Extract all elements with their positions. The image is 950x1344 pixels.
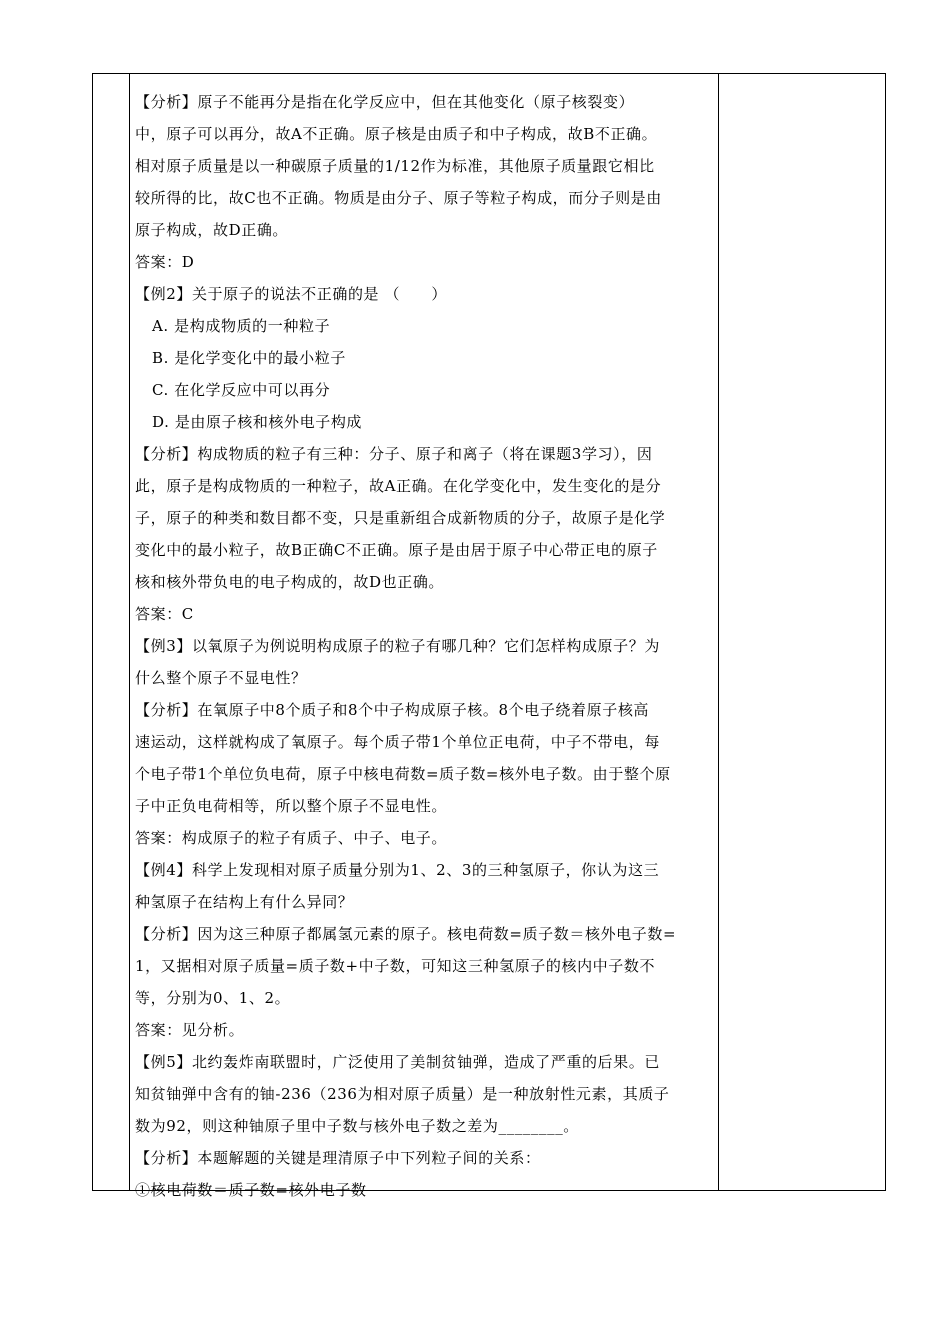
example-question: 【例3】以氧原子为例说明构成原子的粒子有哪几种？它们怎样构成原子？为 — [135, 637, 660, 655]
option-c: C. 在化学反应中可以再分 — [152, 381, 331, 399]
text-line: 等，分别为0、1、2。 — [135, 989, 291, 1007]
text-line: 子中正负电荷相等，所以整个原子不显电性。 — [135, 797, 448, 815]
content-cell — [135, 86, 713, 1206]
text-line: 核和核外带负电的电子构成的，故D也正确。 — [135, 573, 445, 591]
table-column-divider — [718, 73, 719, 1191]
example-question: 【例5】北约轰炸南联盟时，广泛使用了美制贫铀弹，造成了严重的后果。已 — [135, 1053, 660, 1071]
option-d: D. 是由原子核和核外电子构成 — [152, 413, 363, 431]
text-line: 什么整个原子不显电性？ — [135, 669, 307, 687]
answer-line: 答案：见分析。 — [135, 1021, 245, 1039]
text-line: 此，原子是构成物质的一种粒子，故A正确。在化学变化中，发生变化的是分 — [135, 477, 662, 495]
option-a: A. 是构成物质的一种粒子 — [152, 317, 331, 335]
table-column-divider — [129, 73, 130, 1191]
option-b: B. 是化学变化中的最小粒子 — [152, 349, 346, 367]
text-line: 【分析】原子不能再分是指在化学反应中，但在其他变化（原子核裂变） — [135, 93, 635, 111]
text-line: 速运动，这样就构成了氧原子。每个质子带1个单位正电荷，中子不带电，每 — [135, 733, 660, 751]
table-left-border — [92, 73, 93, 1191]
text-line: ①核电荷数＝质子数=核外电子数 — [135, 1181, 367, 1199]
text-line: 知贫铀弹中含有的铀-236（236为相对原子质量）是一种放射性元素，其质子 — [135, 1085, 670, 1103]
answer-line: 答案：D — [135, 253, 195, 271]
text-line: 相对原子质量是以一种碳原子质量的1/12作为标准，其他原子质量跟它相比 — [135, 157, 655, 175]
text-line: 较所得的比，故C也不正确。物质是由分子、原子等粒子构成，而分子则是由 — [135, 189, 662, 207]
text-line: 【分析】因为这三种原子都属氢元素的原子。核电荷数=质子数＝核外电子数= — [135, 925, 677, 943]
text-line: 子，原子的种类和数目都不变，只是重新组合成新物质的分子，故原子是化学 — [135, 509, 666, 527]
text-line: 原子构成，故D正确。 — [135, 221, 289, 239]
answer-line: 答案：C — [135, 605, 194, 623]
text-line: 变化中的最小粒子，故B正确C不正确。原子是由居于原子中心带正电的原子 — [135, 541, 658, 559]
text-line: 数为92，则这种铀原子里中子数与核外电子数之差为________。 — [135, 1117, 579, 1135]
text-line: 【分析】构成物质的粒子有三种：分子、原子和离子（将在课题3学习），因 — [135, 445, 653, 463]
answer-line: 答案：构成原子的粒子有质子、中子、电子。 — [135, 829, 448, 847]
text-line: 1，又据相对原子质量=质子数+中子数，可知这三种氢原子的核内中子数不 — [135, 957, 656, 975]
table-top-border — [92, 73, 886, 74]
text-line: 个电子带1个单位负电荷，原子中核电荷数=质子数=核外电子数。由于整个原 — [135, 765, 671, 783]
example-question: 【例4】科学上发现相对原子质量分别为1、2、3的三种氢原子，你认为这三 — [135, 861, 660, 879]
text-line: 种氢原子在结构上有什么异同？ — [135, 893, 354, 911]
example-question: 【例2】关于原子的说法不正确的是 （ ） — [135, 285, 447, 303]
text-line: 中，原子可以再分，故A不正确。原子核是由质子和中子构成，故B不正确。 — [135, 125, 658, 143]
text-line: 【分析】本题解题的关键是理清原子中下列粒子间的关系： — [135, 1149, 541, 1167]
text-line: 【分析】在氧原子中8个质子和8个中子构成原子核。8个电子绕着原子核高 — [135, 701, 650, 719]
table-right-border — [885, 73, 886, 1191]
